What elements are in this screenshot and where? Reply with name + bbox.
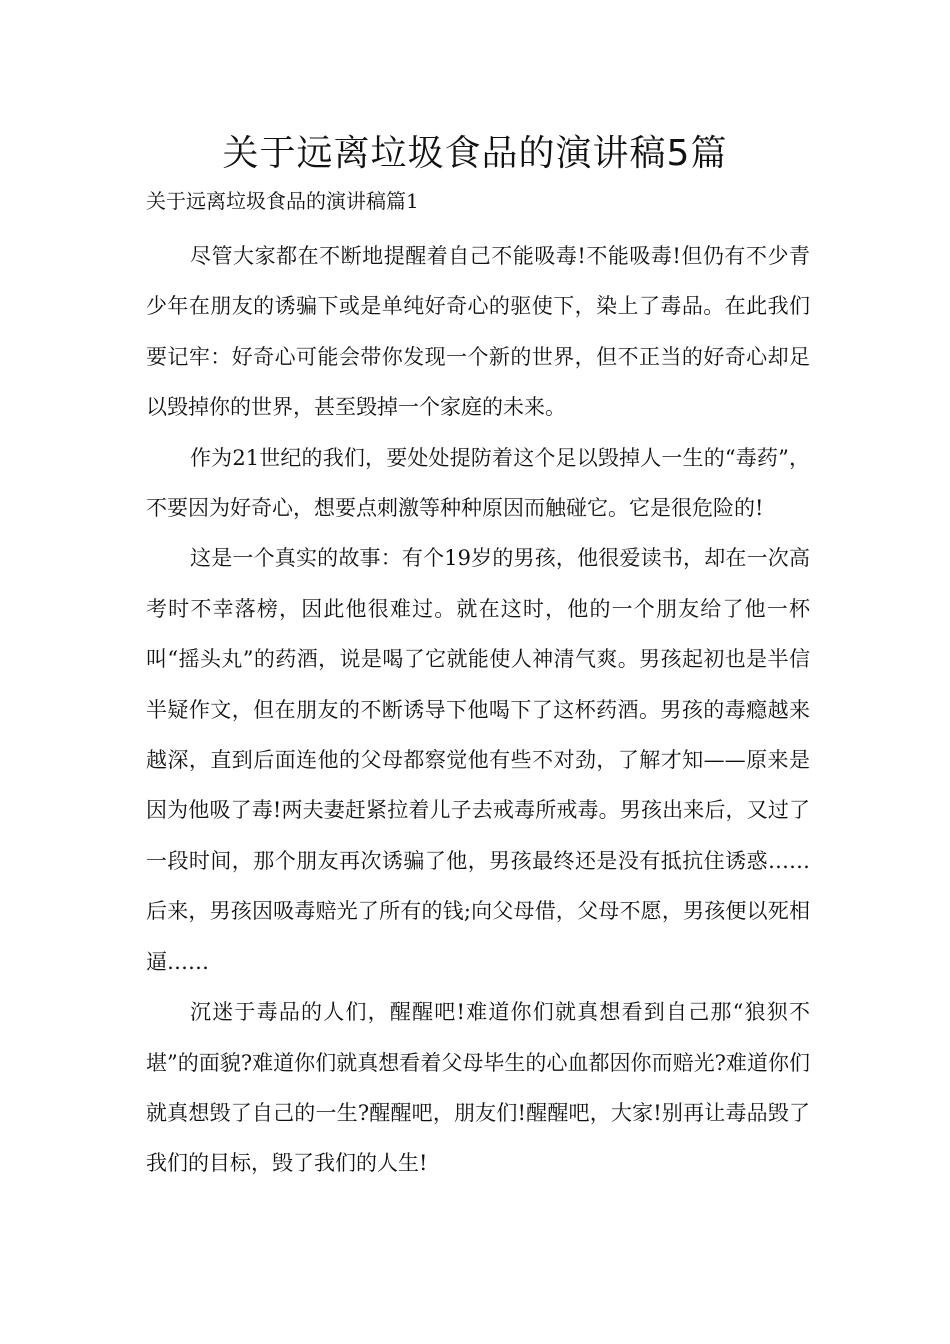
paragraph-2: 作为21世纪的我们，要处处提防着这个足以毁掉人一生的“毒药”，不要因为好奇心，想要点刺激等种种原因而触碰它。它是很危险的! [146,445,810,521]
section-heading: 关于远离垃圾食品的演讲稿篇1 [146,189,419,213]
document-body [146,231,810,1189]
paragraph-4: 沉迷于毒品的人们，醒醒吧!难道你们就真想看到自己那“狼狈不堪”的面貌?难道你们就真想看着父母毕生的心血都因你而赔光?难道你们就真想毁了自己的一生?醒醒吧，朋友们!醒醒吧，大家!别再让毒品毁了我们的目标，毁了我们的人生! [146,1000,810,1176]
paragraph-1: 尽管大家都在不断地提醒着自己不能吸毒!不能吸毒!但仍有不少青少年在朋友的诱骗下或是单纯好奇心的驱使下，染上了毒品。在此我们要记牢：好奇心可能会带你发现一个新的世界，但不正当的好奇心却足以毁掉你的世界，甚至毁掉一个家庭的未来。 [146,244,810,420]
document-title: 关于远离垃圾食品的演讲稿5篇 [222,133,728,174]
paragraph-3: 这是一个真实的故事：有个19岁的男孩，他很爱读书，却在一次高考时不幸落榜，因此他很难过。就在这时，他的一个朋友给了他一杯叫“摇头丸”的药酒，说是喝了它就能使人神清气爽。男孩起初也是半信半疑作文，但在朋友的不断诱导下他喝下了这杯药酒。男孩的毒瘾越来越深，直到后面连他的父母都察觉他有些不对劲，了解才知——原来是因为他吸了毒!两夫妻赶紧拉着儿子去戒毒所戒毒。男孩出来后，又过了一段时间，那个朋友再次诱骗了他，男孩最终还是没有抵抗住诱惑……后来，男孩因吸毒赔光了所有的钱;向父母借，父母不愿，男孩便以死相逼…… [146,546,810,974]
